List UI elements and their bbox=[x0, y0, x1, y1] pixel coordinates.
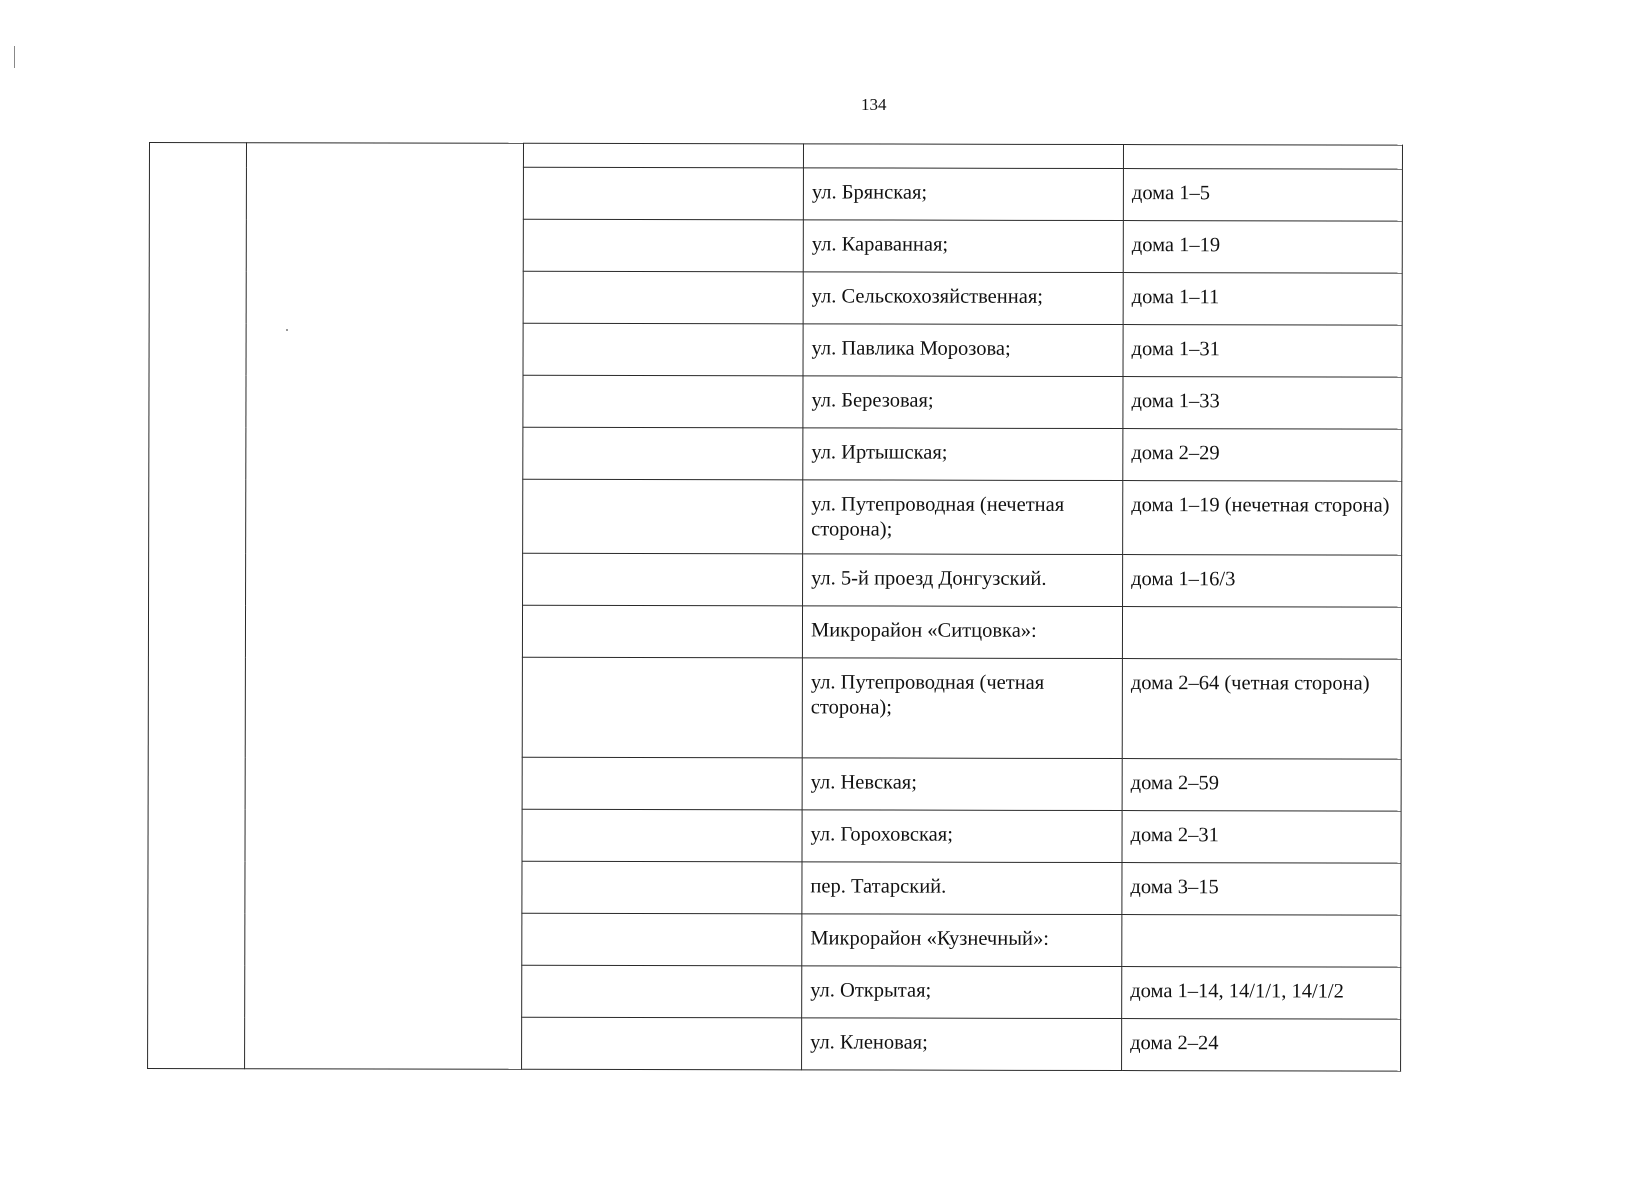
houses-cell bbox=[1123, 145, 1402, 170]
street-cell: ул. Невская; bbox=[802, 758, 1122, 811]
street-cell: пер. Татарский. bbox=[802, 862, 1122, 915]
microdistrict-heading-cell: Микрорайон «Кузнечный»: bbox=[802, 914, 1122, 967]
houses-cell: дома 2–29 bbox=[1123, 429, 1402, 482]
empty-cell bbox=[522, 913, 802, 966]
houses-cell: дома 1–5 bbox=[1123, 169, 1402, 222]
empty-cell bbox=[522, 605, 802, 658]
houses-cell: дома 3–15 bbox=[1122, 863, 1401, 916]
houses-cell: дома 1–14, 14/1/1, 14/1/2 bbox=[1122, 967, 1401, 1020]
street-cell: ул. Караванная; bbox=[803, 220, 1123, 273]
street-cell: ул. 5-й проезд Донгузский. bbox=[803, 554, 1123, 607]
houses-cell: дома 2–59 bbox=[1122, 759, 1401, 812]
houses-cell: дома 1–11 bbox=[1123, 273, 1402, 326]
address-table bbox=[147, 142, 1403, 1072]
empty-cell bbox=[523, 167, 803, 220]
street-cell: ул. Иртышская; bbox=[803, 428, 1123, 481]
empty-cell bbox=[522, 965, 802, 1018]
empty-cell bbox=[522, 757, 802, 810]
street-cell: ул. Гороховская; bbox=[802, 810, 1122, 863]
empty-cell bbox=[523, 427, 803, 480]
microdistrict-heading-cell: Микрорайон «Ситцовка»: bbox=[802, 606, 1122, 659]
houses-cell: дома 2–64 (четная сторона) bbox=[1122, 659, 1401, 760]
street-cell bbox=[803, 144, 1123, 169]
street-cell: ул. Путепроводная (нечетная сторона); bbox=[803, 480, 1123, 555]
houses-cell: дома 2–31 bbox=[1122, 811, 1401, 864]
district-column-cell bbox=[245, 143, 524, 1070]
scan-edge-mark bbox=[14, 46, 15, 68]
houses-cell bbox=[1122, 915, 1401, 968]
empty-cell bbox=[523, 479, 803, 554]
empty-cell bbox=[523, 271, 803, 324]
houses-cell: дома 1–33 bbox=[1123, 377, 1402, 430]
table-row bbox=[149, 143, 1402, 170]
houses-cell: дома 1–19 (нечетная сторона) bbox=[1123, 481, 1402, 556]
houses-cell: дома 1–16/3 bbox=[1123, 555, 1402, 608]
empty-cell bbox=[522, 657, 802, 758]
empty-cell bbox=[523, 323, 803, 376]
street-cell: ул. Путепроводная (четная сторона); bbox=[802, 658, 1122, 759]
street-cell: ул. Сельскохозяйственная; bbox=[803, 272, 1123, 325]
street-cell: ул. Березовая; bbox=[803, 376, 1123, 429]
empty-cell bbox=[522, 1017, 802, 1070]
empty-cell bbox=[523, 375, 803, 428]
street-cell: ул. Кленовая; bbox=[802, 1018, 1122, 1071]
street-cell: ул. Открытая; bbox=[802, 966, 1122, 1019]
empty-cell bbox=[522, 809, 802, 862]
houses-cell: дома 2–24 bbox=[1122, 1019, 1401, 1072]
empty-cell bbox=[522, 861, 802, 914]
street-cell: ул. Брянская; bbox=[803, 168, 1123, 221]
empty-cell bbox=[523, 553, 803, 606]
houses-cell: дома 1–31 bbox=[1123, 325, 1402, 378]
empty-cell bbox=[523, 219, 803, 272]
empty-cell bbox=[523, 143, 803, 168]
street-cell: ул. Павлика Морозова; bbox=[803, 324, 1123, 377]
houses-cell bbox=[1122, 607, 1401, 660]
houses-cell: дома 1–19 bbox=[1123, 221, 1402, 274]
number-column-cell bbox=[148, 143, 247, 1069]
page-number: 134 bbox=[861, 95, 887, 114]
